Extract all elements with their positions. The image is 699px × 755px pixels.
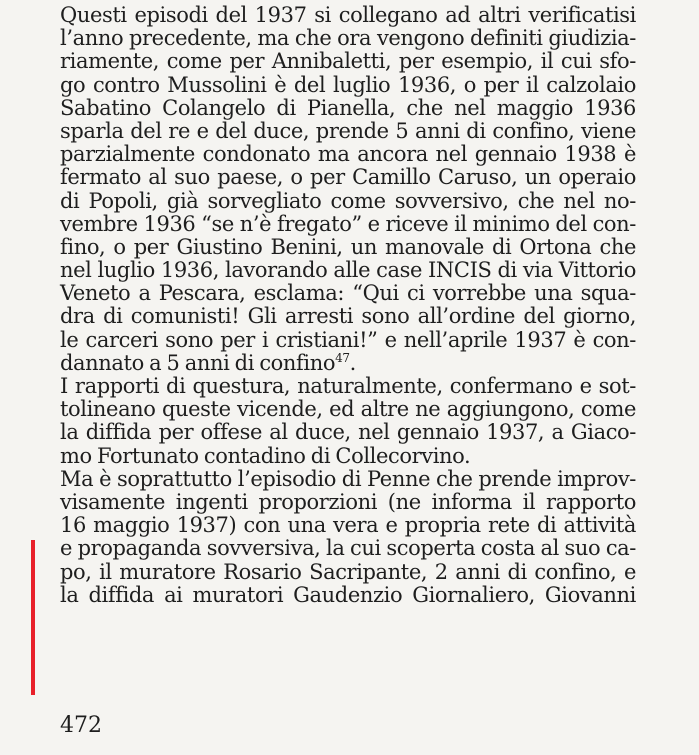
page-number: 472 xyxy=(60,713,102,738)
text-line: I rapporti di questura, naturalmente, confermano e sot- xyxy=(60,374,636,398)
text-line: nel luglio 1936, lavorando alle case INCIS di via Vittorio xyxy=(60,258,636,283)
paragraph-end-text: dannato a 5 anni di confino xyxy=(60,350,336,375)
footnote-reference[interactable]: 47 xyxy=(335,350,350,365)
text-line: fermato al suo paese, o per Camillo Caruso, un operaio xyxy=(60,165,636,190)
text-line: fino, o per Giustino Benini, un manovale di Ortona che xyxy=(60,234,636,259)
text-line: sparla del re e del duce, prende 5 anni di confino, viene xyxy=(60,118,636,143)
text-line: tolineano queste vicende, ed altre ne aggiungono, come xyxy=(60,397,636,422)
text-line: Ma è soprattutto l’episodio di Penne che prende improv- xyxy=(60,466,636,491)
text-line: l’anno precedente, ma che ora vengono definiti giudizia- xyxy=(60,26,636,51)
text-line: visamente ingenti proporzioni (ne informa il rapporto xyxy=(60,489,636,514)
text-line: Questi episodi del 1937 si collegano ad altri verificatisi xyxy=(60,3,636,27)
text-line: le carceri sono per i cristiani!” e nell’aprile 1937 è con- xyxy=(60,327,636,352)
text-line: riamente, come per Annibaletti, per esempio, il cui sfo- xyxy=(60,49,636,74)
footnote-trailing-punct: . xyxy=(349,350,356,375)
text-line: la diffida per offese al duce, nel gennaio 1937, a Giaco- xyxy=(60,420,636,445)
body-text xyxy=(60,4,636,607)
margin-highlight-mark xyxy=(31,540,35,695)
text-line: e propaganda sovversiva, la cui scoperta costa al suo ca- xyxy=(60,536,636,561)
text-line: po, il muratore Rosario Sacripante, 2 anni di confino, e xyxy=(60,559,636,584)
text-line: 16 maggio 1937) con una vera e propria rete di attività xyxy=(60,513,636,538)
text-line: vembre 1936 “se n’è fregato” e riceve il minimo del con- xyxy=(60,211,636,236)
text-line: Veneto a Pescara, esclama: “Qui ci vorrebbe una squa- xyxy=(60,281,636,306)
text-line: la diffida ai muratori Gaudenzio Giornaliero, Giovanni xyxy=(60,582,636,607)
text-line xyxy=(60,352,636,375)
text-line: mo Fortunato contadino di Collecorvino. xyxy=(60,443,471,468)
text-line: di Popoli, già sorvegliato come sovversivo, che nel no- xyxy=(60,188,636,213)
text-line: go contro Mussolini è del luglio 1936, o per il calzolaio xyxy=(60,72,636,97)
text-line: dra di comunisti! Gli arresti sono all’ordine del giorno, xyxy=(60,304,636,329)
text-line: parzialmente condonato ma ancora nel gennaio 1938 è xyxy=(60,142,636,167)
text-line: Sabatino Colangelo di Pianella, che nel maggio 1936 xyxy=(60,95,636,120)
